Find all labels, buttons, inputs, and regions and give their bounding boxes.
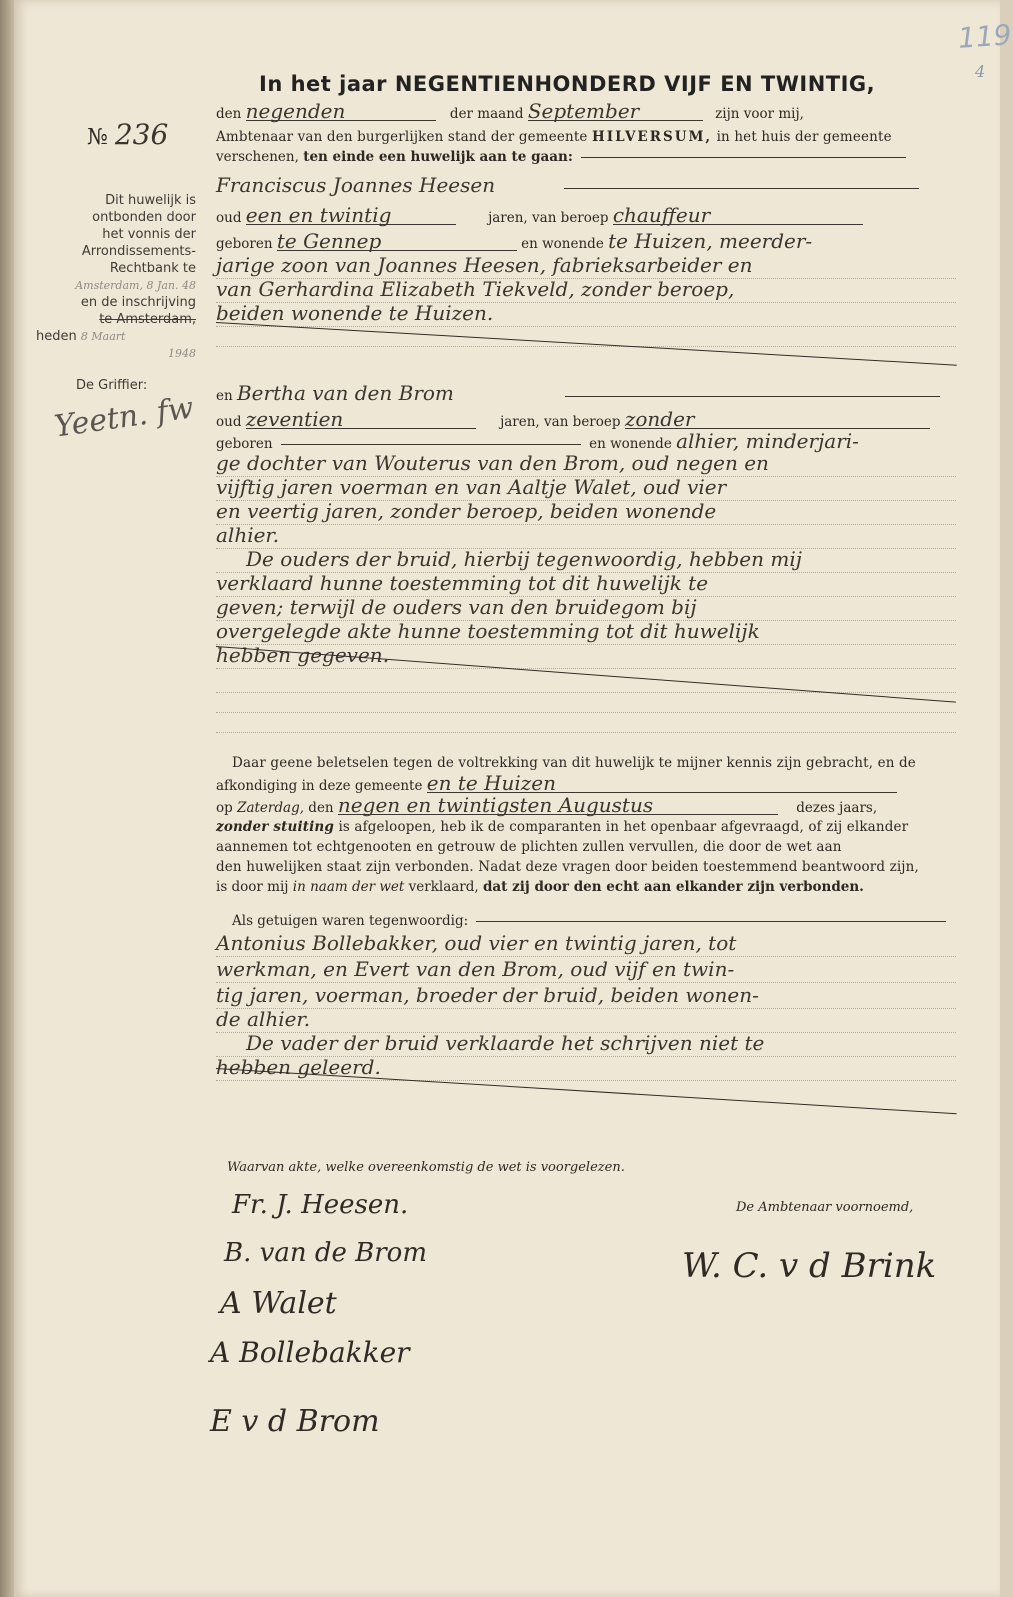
signature-groom: Fr. J. Heesen. — [232, 1190, 409, 1220]
bride-parents-line-4: alhier. — [216, 522, 956, 549]
bride-name-line: en Bertha van den Brom — [216, 384, 956, 405]
bride-parents-line-3: en veertig jaren, zonder beroep, beiden wonende — [216, 498, 956, 525]
witness-line-4: de alhier. — [216, 1006, 956, 1033]
bride-residence: alhier, minderjari- — [676, 429, 859, 453]
closing-stroke-groom — [216, 322, 957, 366]
intro-line-2: Ambtenaar van den burgerlijken stand der gemeente HILVERSUM, in het huis der gemeente — [216, 129, 892, 145]
body-line-7: is door mij in naam der wet verklaard, dat zij door den echt aan elkander zijn verbonden. — [216, 879, 864, 895]
groom-age: een en twintig — [246, 206, 456, 225]
consent-line-5: hebben gegeven. — [216, 642, 956, 669]
witness-line-1: Antonius Bollebakker, oud vier en twintig jaren, tot — [216, 930, 956, 957]
consent-line-3: geven; terwijl de ouders van den bruidegom bij — [216, 594, 956, 621]
groom-age-line: oud een en twintig jaren, van beroep chauffeur — [216, 206, 956, 227]
body-line-2: afkondiging in deze gemeente en te Huizen — [216, 774, 956, 795]
signature-brom: E v d Brom — [210, 1404, 380, 1439]
announcement-place: en te Huizen — [427, 774, 897, 793]
groom-birthplace: te Gennep — [277, 232, 517, 251]
groom-parents-line-2: van Gerhardina Elizabeth Tiekveld, zonder beroep, — [216, 276, 956, 303]
consent-line-1: De ouders der bruid, hierbij tegenwoordig, hebben mij — [216, 546, 956, 573]
signature-official: W. C. v d Brink — [682, 1246, 937, 1286]
griffier-signature: Yeetn. fw — [52, 390, 196, 445]
witness-line-6: hebben geleerd. — [216, 1054, 956, 1081]
signature-walet: A Walet — [220, 1286, 337, 1321]
consent-line-4: overgelegde akte hunne toestemming tot dit huwelijk — [216, 618, 956, 645]
groom-parents-line-3: beiden wonende te Huizen. — [216, 300, 956, 327]
bride-age: zeventien — [246, 410, 476, 429]
intro-line-3: verschenen, ten einde een huwelijk aan te gaan: — [216, 148, 956, 166]
bride-age-line: oud zeventien jaren, van beroep zonder — [216, 410, 956, 431]
record-number — [87, 118, 168, 151]
number-sign: № — [87, 125, 108, 150]
groom-name-line — [216, 173, 956, 197]
day-field: negenden — [246, 102, 436, 121]
griffier-label: De Griffier: — [76, 378, 148, 393]
book-binding — [0, 0, 14, 1597]
witness-line-5: De vader der bruid verklaarde het schrijven niet te — [216, 1030, 956, 1057]
signature-bollebakker: A Bollebakker — [210, 1336, 410, 1369]
witnesses-label-line: Als getuigen waren tegenwoordig: — [232, 912, 972, 930]
groom-birth-line: geboren te Gennep en wonende te Huizen, meerder- — [216, 229, 813, 253]
bride-name: Bertha van den Brom — [236, 381, 454, 405]
witness-line-3: tig jaren, voerman, broeder der bruid, beiden wonen- — [216, 982, 956, 1009]
document-heading: In het jaar NEGENTIENHONDERD VIJF EN TWINTIG, — [259, 72, 876, 96]
page-number: 119 — [956, 18, 1013, 55]
margin-annotation: Dit huwelijk is ontbonden door het vonnis der Arrondissements- Rechtbank te Amsterdam, 8 Jan. 48 en de inschrijving te Amsterdam, heden 8 Maart 1948 — [36, 193, 196, 360]
body-line-4: zonder stuiting is afgeloopen, heb ik de comparanten in het openbaar afgevraagd, of zij elkander — [216, 819, 909, 835]
intro-line-1: den negenden der maand September zijn voor mij, — [216, 99, 804, 123]
body-line-5: aannemen tot echtgenooten en getrouw de plichten zullen vervullen, die door de wet aan — [216, 839, 842, 855]
witness-line-2: werkman, en Evert van den Brom, oud vijf en twin- — [216, 956, 956, 983]
bride-parents-line-1: ge dochter van Wouterus van den Brom, oud negen en — [216, 450, 956, 477]
municipality: HILVERSUM, — [592, 129, 713, 145]
body-line-3: op Zaterdag, den negen en twintigsten Augustus dezes jaars, — [216, 793, 878, 817]
record-number-value: 236 — [114, 118, 169, 151]
bride-birth-line: geboren en wonende alhier, minderjari- — [216, 429, 859, 453]
page-mark: 4 — [975, 62, 986, 81]
groom-parents-line-1: jarige zoon van Joannes Heesen, fabrieksarbeider en — [216, 252, 956, 279]
bride-parents-line-2: vijftig jaren voerman en van Aaltje Walet, oud vier — [216, 474, 956, 501]
body-line-1: Daar geene beletselen tegen de voltrekking van dit huwelijk te mijner kennis zijn gebracht, en de — [232, 755, 916, 771]
bride-occupation: zonder — [625, 410, 930, 429]
closing-statement: Waarvan akte, welke overeenkomstig de wet is voorgelezen. — [227, 1160, 625, 1175]
register-page — [14, 0, 1013, 1597]
consent-line-2: verklaard hunne toestemming tot dit huwelijk te — [216, 570, 956, 597]
month-field: September — [528, 102, 703, 121]
announcement-date: negen en twintigsten Augustus — [338, 796, 778, 815]
groom-occupation: chauffeur — [613, 206, 863, 225]
body-line-6: den huwelijken staat zijn verbonden. Nadat deze vragen door beiden toestemmend beantwoord zijn, — [216, 859, 919, 875]
signature-bride: B. van de Brom — [224, 1238, 427, 1268]
groom-name: Franciscus Joannes Heesen — [216, 173, 496, 197]
official-label: De Ambtenaar voornoemd, — [736, 1200, 914, 1215]
groom-residence: te Huizen, meerder- — [608, 229, 813, 253]
